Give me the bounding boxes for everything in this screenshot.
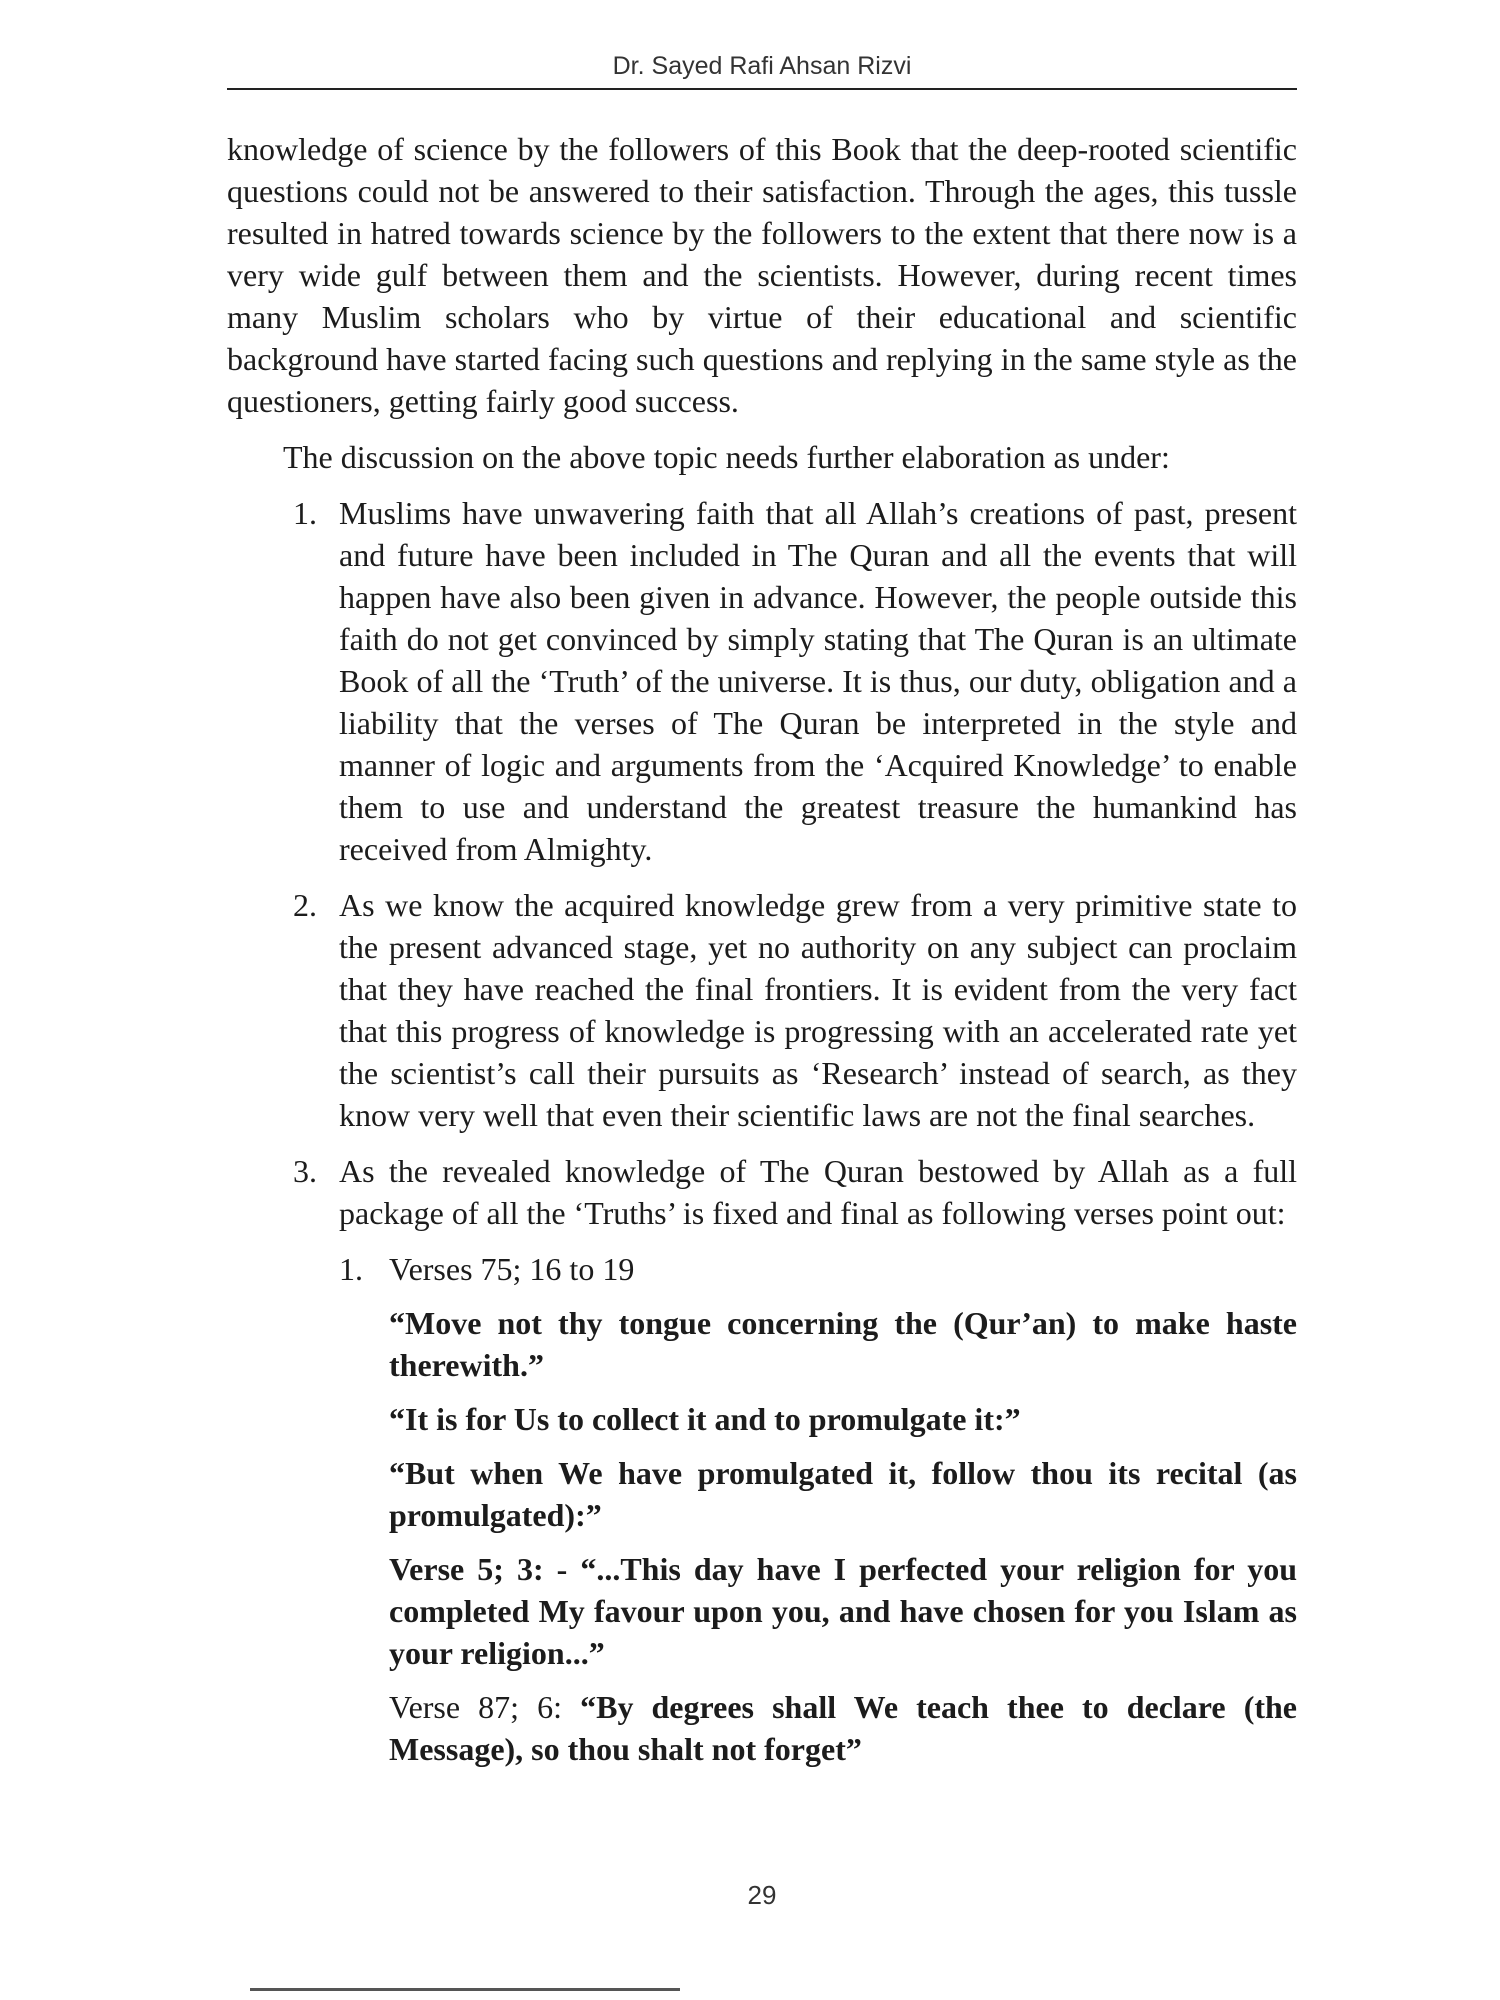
page-body — [227, 128, 1297, 1784]
page-number: 29 — [747, 1880, 777, 1910]
list-item-number: 2. — [293, 887, 317, 923]
list-item-number: 3. — [293, 1153, 317, 1189]
sub-list-item-text: Verses 75; 16 to 19 — [389, 1251, 635, 1287]
intro-paragraph: knowledge of science by the followers of this Book that the deep-rooted scientific questions could not be answered to their satisfaction. Through the ages, this tussle resulted in hatred towards science by the followers to the extent that there now is a very wide gulf between them and the scientists. However, during recent times many Muslim scholars who by virtue of their educational and scientific background have started facing such questions and replying in the same style as the questioners, getting fairly good success. — [227, 131, 1297, 419]
verse-quote-with-reference — [339, 1686, 1297, 1770]
verse-quote-text: “By degrees shall We teach thee to declare (the Message), so thou shalt not forget” — [389, 1689, 1298, 1767]
bottom-rule — [250, 1988, 680, 1991]
lead-paragraph: The discussion on the above topic needs further elaboration as under: — [283, 439, 1170, 475]
numbered-list-item — [227, 884, 1297, 1136]
header-rule — [227, 88, 1297, 90]
sub-list-item-number: 1. — [339, 1251, 363, 1287]
verse-quote: “But when We have promulgated it, follow thou its recital (as promulgated):” — [389, 1455, 1297, 1533]
verse-reference: Verse 87; 6: — [389, 1689, 563, 1725]
list-item-body — [339, 1150, 1297, 1770]
list-item-text: As we know the acquired knowledge grew from a very primitive state to the present advanced stage, yet no authority on any subject can proclaim that they have reached the final frontiers. It is evident from the very fact that this progress of knowledge is progressing with an accelerated rate yet the scientist’s call their pursuits as ‘Research’ instead of search, as they know very well that even their scientific laws are not the final searches. — [339, 887, 1297, 1133]
verse-quote: “It is for Us to collect it and to promulgate it:” — [389, 1401, 1021, 1437]
list-item-text: As the revealed knowledge of The Quran bestowed by Allah as a full package of all the ‘Truths’ is fixed and final as following verses point out: — [339, 1153, 1297, 1231]
list-item-text: Muslims have unwavering faith that all Allah’s creations of past, present and future have been included in The Quran and all the events that will happen have also been given in advance. However, the people outside this faith do not get convinced by simply stating that The Quran is an ultimate Book of all the ‘Truth’ of the universe. It is thus, our duty, obligation and a liability that the verses of The Quran be interpreted in the style and manner of logic and arguments from the ‘Acquired Knowledge’ to enable them to use and understand the greatest treasure the humankind has received from Almighty. — [339, 495, 1297, 867]
numbered-list-item — [227, 492, 1297, 870]
sub-list-item — [339, 1248, 1297, 1290]
running-header: Dr. Sayed Rafi Ahsan Rizvi — [612, 52, 912, 80]
verse-quote: Verse 5; 3: - “...This day have I perfected your religion for you completed My favour upon you, and have chosen for you Islam as your religion...” — [389, 1551, 1297, 1671]
verse-quote: “Move not thy tongue concerning the (Qur’an) to make haste therewith.” — [389, 1305, 1297, 1383]
list-item-number: 1. — [293, 495, 317, 531]
numbered-list-item — [227, 1150, 1297, 1770]
